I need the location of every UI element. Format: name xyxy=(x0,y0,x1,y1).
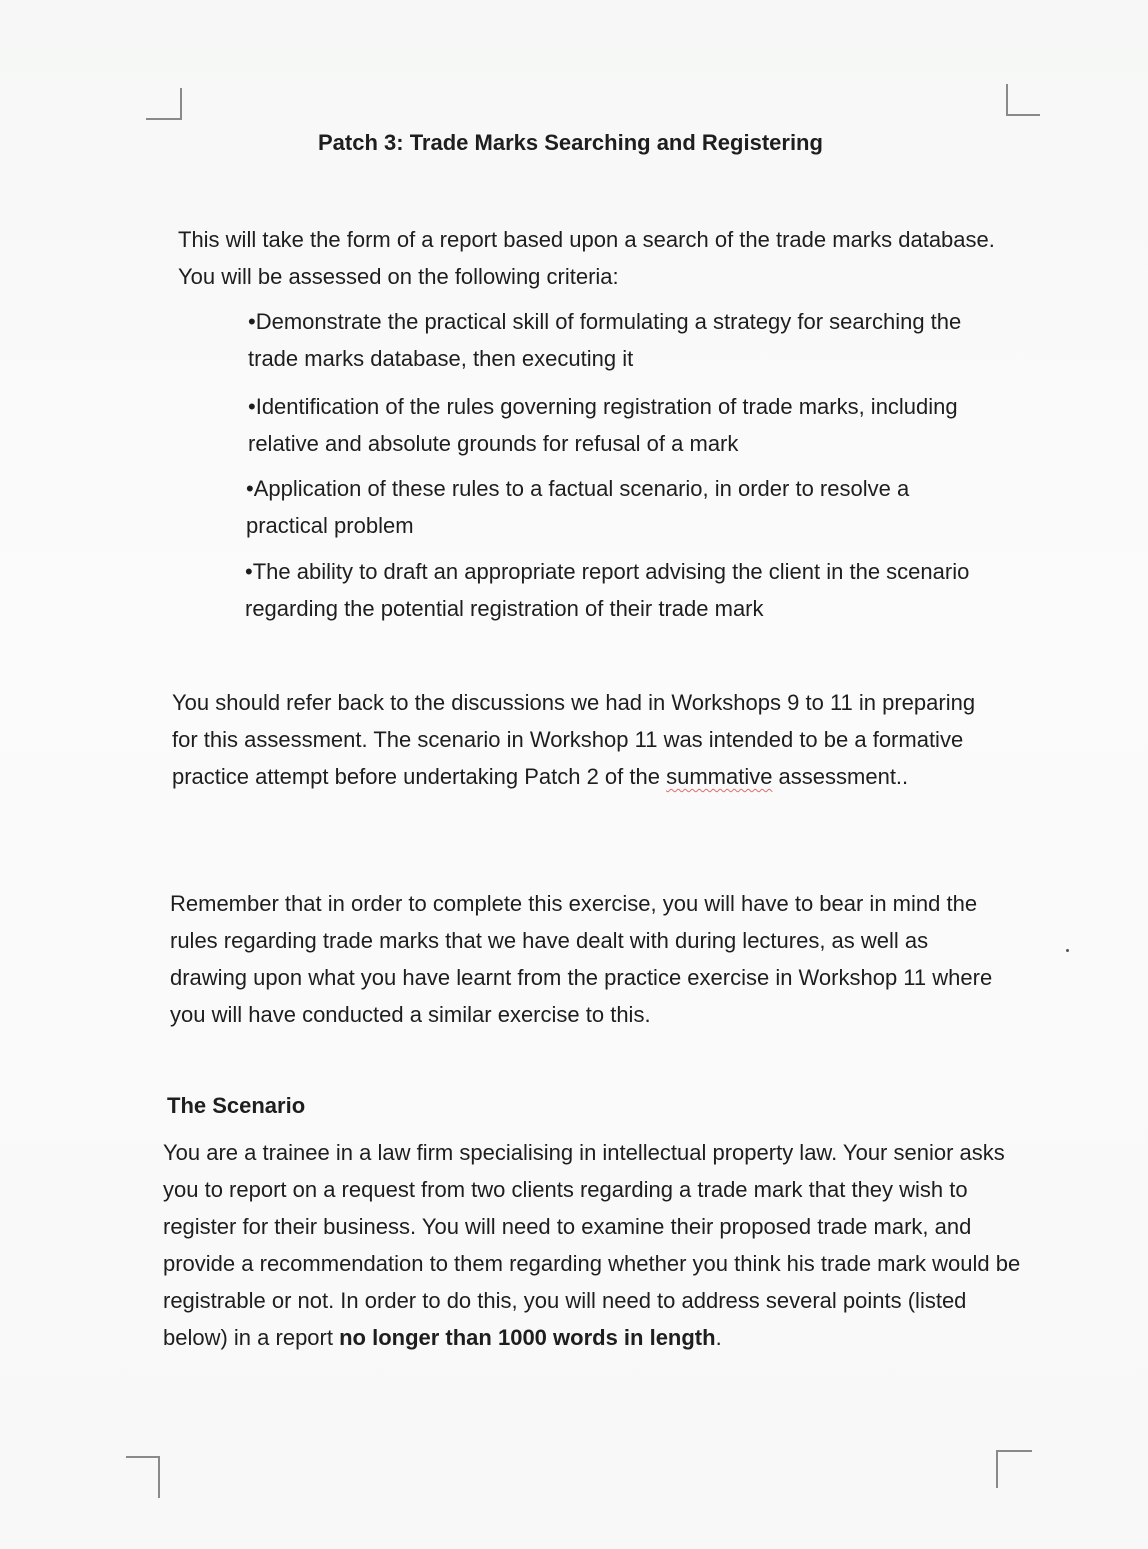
criterion-item: •The ability to draft an appropriate report advising the client in the scenario regarding the potential registration of their trade mark xyxy=(245,559,970,621)
workshops-text-end: assessment.. xyxy=(772,764,909,789)
intro-paragraph: This will take the form of a report based upon a search of the trade marks database. You will be assessed on the following criteria: xyxy=(178,227,995,289)
document-title: Patch 3: Trade Marks Searching and Registering xyxy=(318,130,823,155)
scenario-heading: The Scenario xyxy=(167,1093,306,1118)
workshops-paragraph xyxy=(172,684,1002,795)
criterion-item: •Application of these rules to a factual scenario, in order to resolve a practical problem xyxy=(246,476,910,538)
crop-mark-bottom-right xyxy=(996,1450,1032,1488)
crop-mark-top-left xyxy=(146,88,182,120)
spellcheck-flagged-word: summative xyxy=(666,764,773,789)
workshops-text: You should refer back to the discussions we had in Workshops 9 to 11 in preparing for this assessment. The scenario in Workshop 11 was intended to be a formative practice attempt before undertaking Patch 2 of the xyxy=(172,690,976,789)
scenario-text: You are a trainee in a law firm specialising in intellectual property law. Your senior asks you to report on a request from two clients regarding a trade mark that they wish to register for their business. You will need to examine their proposed trade mark, and provide a recommendation to them regarding whether you think his trade mark would be registrable or not. In order to do this, you will need to address several points (listed below) in a report xyxy=(163,1140,1021,1350)
crop-mark-bottom-left xyxy=(126,1456,160,1498)
crop-mark-top-right xyxy=(1006,84,1040,116)
remember-paragraph: Remember that in order to complete this exercise, you will have to bear in mind the rules regarding trade marks that we have dealt with during lectures, as well as drawing upon what you have learnt from the practice exercise in Workshop 11 where you will have conducted a similar exercise to this. xyxy=(170,891,993,1027)
word-limit-emphasis: no longer than 1000 words in length xyxy=(339,1325,716,1350)
scenario-paragraph xyxy=(163,1134,1023,1356)
stray-mark xyxy=(1066,949,1069,952)
scenario-text-end: . xyxy=(715,1325,722,1350)
criterion-item: •Identification of the rules governing registration of trade marks, including relative and absolute grounds for refusal of a mark xyxy=(248,394,958,456)
criterion-item: •Demonstrate the practical skill of formulating a strategy for searching the trade marks database, then executing it xyxy=(248,309,962,371)
